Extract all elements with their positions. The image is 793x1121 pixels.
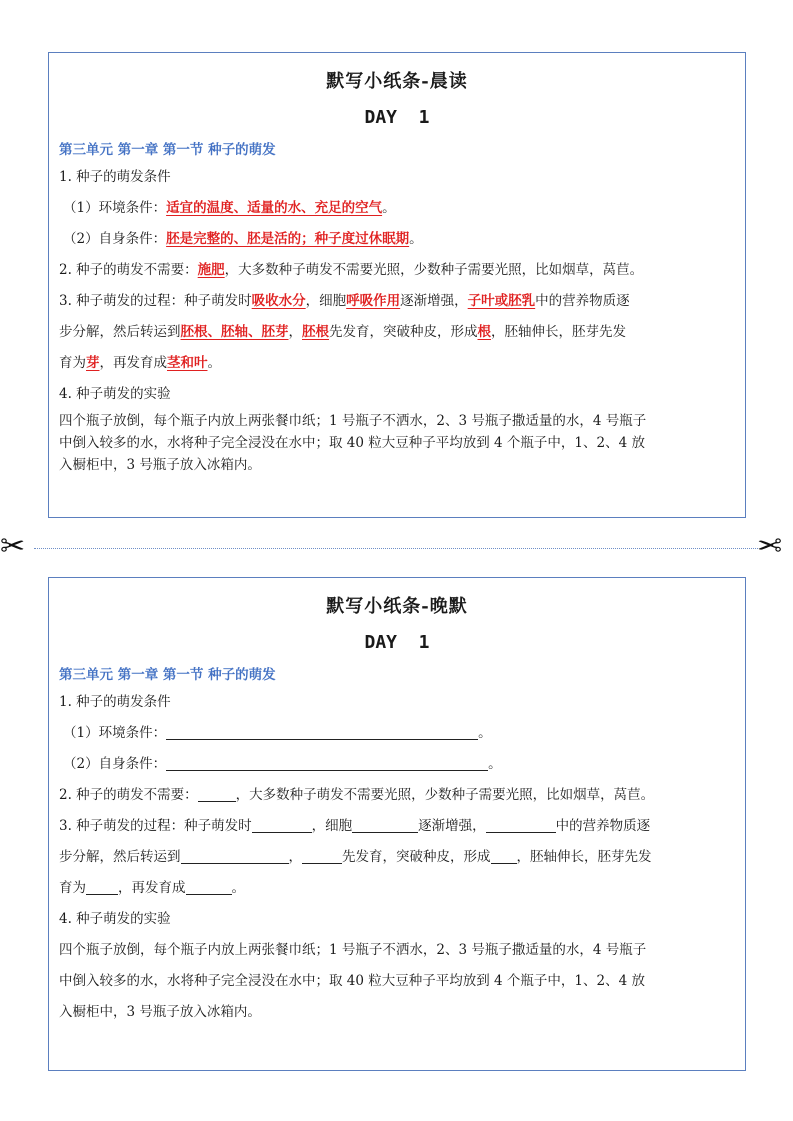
morning-card [48,52,746,518]
item3-text: 育为 [59,880,86,896]
item3-text: 步分解，然后转运到 [59,324,181,340]
item3-text: ，细胞 [311,818,353,834]
item2-text: 2. 种子的萌发不需要： [59,787,198,803]
morning-self-line [59,224,735,255]
evening-env-line [59,718,735,749]
period: 。 [478,725,492,741]
item3-blank[interactable] [302,847,342,864]
morning-exp-line2: 中倒入较多的水，水将种子完全浸没在水中；取 40 粒大豆种子平均放到 4 个瓶子中，1、2、4 放 [59,435,645,451]
item2-text: ，大多数种子萌发不需要光照，少数种子需要光照，比如烟草，莴苣。 [235,787,655,803]
item3-answer: 吸收水分 [251,293,306,309]
item3-answer: 芽 [86,355,100,371]
item3-text: 中的营养物质逐 [555,818,651,834]
period: 。 [382,200,396,216]
morning-item3-line3 [59,348,735,379]
evening-exp-line3: 入橱柜中，3 号瓶子放入冰箱内。 [59,1004,261,1020]
scissors-icon: ✂ [757,529,783,564]
period: 。 [231,880,245,896]
morning-item1: 1. 种子的萌发条件 [59,169,171,185]
item3-text: 步分解，然后转运到 [59,849,181,865]
item3-answer: 呼吸作用 [346,293,401,309]
item2-text: ，大多数种子萌发不需要光照，少数种子需要光照，比如烟草，莴苣。 [224,262,644,278]
self-blank[interactable] [166,754,488,771]
item3-blank[interactable] [86,878,118,895]
item3-text: 逐渐增强， [418,818,486,834]
item3-blank[interactable] [352,816,418,833]
period: 。 [488,756,502,772]
scissors-icon: ✂ [0,529,26,564]
item3-answer: 胚根 [302,324,329,340]
env-blank[interactable] [166,723,478,740]
morning-title: 默写小纸条-晨读 [326,71,468,92]
item3-text: ， [288,849,302,865]
morning-item3-line1 [59,286,735,317]
cut-line [34,548,758,549]
item3-text: ，胚轴伸长，胚芽先发 [516,849,652,865]
period: 。 [207,355,221,371]
item3-text: 先发育，突破种皮，形成 [342,849,491,865]
period: 。 [409,231,423,247]
evening-item1: 1. 种子的萌发条件 [59,694,171,710]
item3-blank[interactable] [491,847,517,864]
item3-text: 3. 种子萌发的过程：种子萌发时 [59,293,252,309]
evening-card [48,577,746,1071]
evening-exp-line1: 四个瓶子放倒，每个瓶子内放上两张餐巾纸；1 号瓶子不洒水，2、3 号瓶子撒适量的水，4 号瓶子 [59,942,647,958]
morning-item2 [59,255,735,286]
env-label: （1）环境条件： [63,200,167,216]
item3-blank[interactable] [181,847,289,864]
item2-text: 2. 种子的萌发不需要： [59,262,198,278]
item3-text: 逐渐增强， [400,293,468,309]
item3-text: ，细胞 [305,293,347,309]
morning-day: DAY 1 [364,107,430,128]
morning-exp-line3: 入橱柜中，3 号瓶子放入冰箱内。 [59,457,261,473]
evening-section-heading: 第三单元 第一章 第一节 种子的萌发 [59,667,276,683]
item3-text: ，再发育成 [99,355,167,371]
self-answer: 胚是完整的、胚是活的；种子度过休眠期 [166,231,410,247]
evening-item2 [59,780,735,811]
morning-exp-line1: 四个瓶子放倒，每个瓶子内放上两张餐巾纸；1 号瓶子不洒水，2、3 号瓶子撒适量的水，4 号瓶子 [59,413,647,429]
env-answer: 适宜的温度、适量的水、充足的空气 [166,200,383,216]
evening-item3-line2 [59,842,735,873]
item3-text: ，胚轴伸长，胚芽先发 [491,324,626,340]
morning-section-heading: 第三单元 第一章 第一节 种子的萌发 [59,142,276,158]
evening-item4: 4. 种子萌发的实验 [59,911,171,927]
item3-answer: 根 [477,324,491,340]
self-label: （2）自身条件： [63,756,167,772]
morning-item3-line2 [59,317,735,348]
item3-text: 育为 [59,355,86,371]
item3-text: 先发育，突破种皮，形成 [329,324,478,340]
evening-exp-line2: 中倒入较多的水，水将种子完全浸没在水中；取 40 粒大豆种子平均放到 4 个瓶子中，1、2、4 放 [59,973,645,989]
item3-blank[interactable] [486,816,556,833]
item3-blank[interactable] [186,878,232,895]
morning-env-line [59,193,735,224]
item3-answer: 茎和叶 [167,355,208,371]
item3-answer: 子叶或胚乳 [467,293,536,309]
morning-item4: 4. 种子萌发的实验 [59,386,171,402]
item2-answer: 施肥 [197,262,225,278]
item3-answer: 胚根、胚轴、胚芽 [180,324,289,340]
evening-item3-line1 [59,811,735,842]
item3-blank[interactable] [252,816,312,833]
item3-text: ，再发育成 [118,880,186,896]
env-label: （1）环境条件： [63,725,167,741]
self-label: （2）自身条件： [63,231,167,247]
item2-blank[interactable] [198,785,236,802]
evening-title: 默写小纸条-晚默 [326,596,468,617]
evening-self-line [59,749,735,780]
item3-text: 3. 种子萌发的过程：种子萌发时 [59,818,252,834]
item3-text: 中的营养物质逐 [535,293,630,309]
evening-day: DAY 1 [364,632,430,653]
evening-item3-line3 [59,873,735,904]
item3-text: ， [288,324,302,340]
